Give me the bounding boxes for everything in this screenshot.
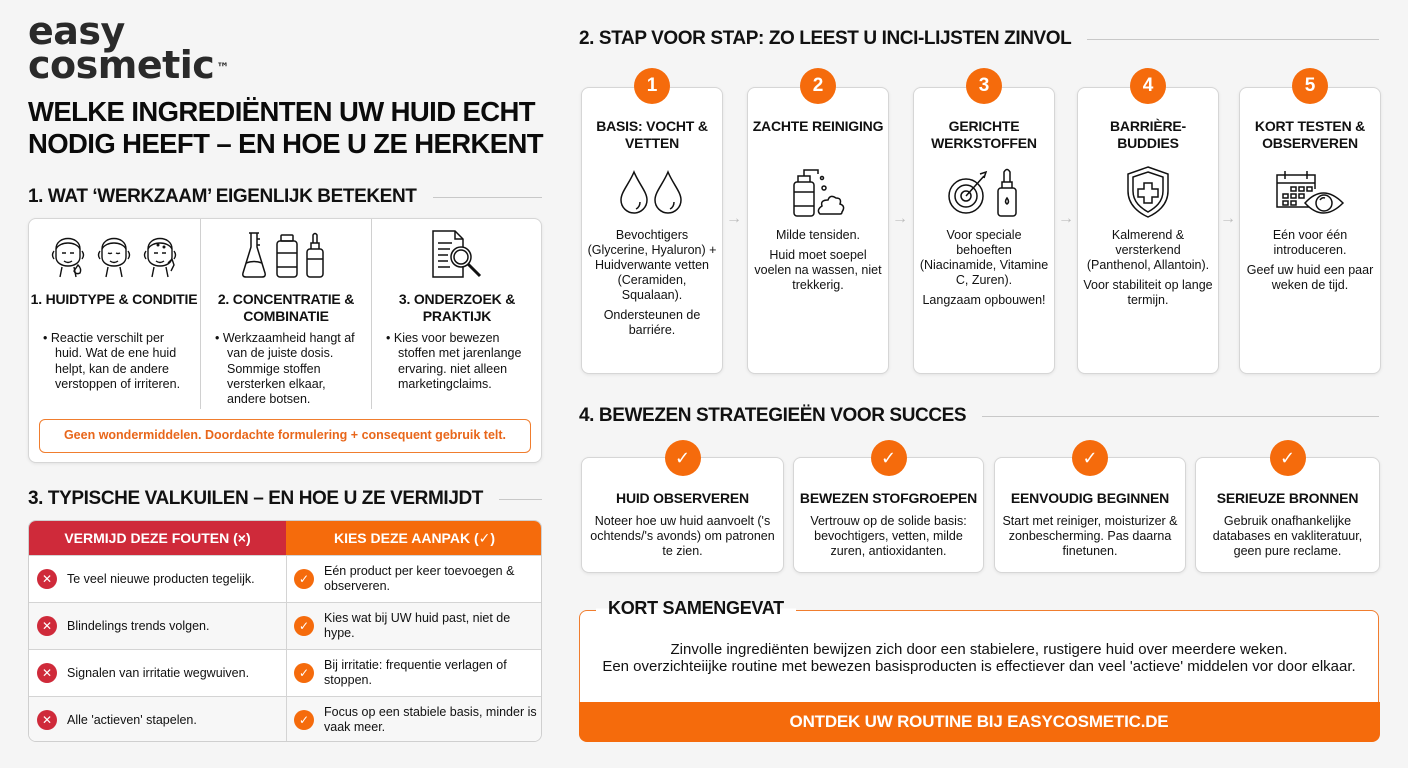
step-text: Voor stabiliteit op lange termijn. (1083, 278, 1213, 307)
x-circle-icon: ✕ (37, 616, 57, 636)
step-number-badge: 3 (966, 68, 1002, 104)
target-serum-icon (914, 164, 1054, 220)
document-search-icon (372, 229, 542, 281)
table-row (29, 649, 542, 696)
step-text: Huid moet soepel voelen na wassen, niet trekkerig. (754, 248, 882, 292)
divider (982, 416, 1379, 417)
choose-text: Bij irritatie: frequentie verlagen of stoppen. (324, 658, 507, 687)
x-circle-icon: ✕ (37, 710, 57, 730)
summary-line-1: Zinvolle ingrediënten bewijzen zich door een stabielere, rustigere huid over meerdere weken. (670, 641, 1288, 658)
x-circle-icon: ✕ (37, 663, 57, 683)
check-badge-icon: ✓ (1270, 440, 1306, 476)
brand-logo (28, 9, 229, 87)
step-card-4 (1077, 75, 1219, 374)
step-heading: GERICHTE WERKSTOFFEN (931, 118, 1037, 151)
section-3-title-text: 3. TYPISCHE VALKUILEN – EN HOE U ZE VERMIJDT (28, 488, 484, 509)
check-circle-icon: ✓ (294, 663, 314, 683)
divider (499, 499, 542, 500)
table-row (29, 555, 542, 602)
step-card-5 (1239, 75, 1381, 374)
page-title: WELKE INGREDIËNTEN UW HUID ECHT NODIG HEEFT – EN HOE U ZE HERKENT (28, 96, 543, 159)
avoid-text: Te veel nieuwe producten tegelijk. (67, 571, 255, 586)
step-number-badge: 5 (1292, 68, 1328, 104)
step-text: Milde tensiden. (775, 228, 861, 242)
section-4-title-text: 4. BEWEZEN STRATEGIEËN VOOR SUCCES (579, 405, 967, 426)
shield-cross-icon (1078, 164, 1218, 220)
s1-column-2 (201, 219, 371, 409)
flask-bottles-icon (201, 229, 371, 281)
table-row (29, 602, 542, 649)
strategy-heading: BEWEZEN STOFGROEPEN (799, 490, 978, 506)
pump-bottle-foam-icon (748, 164, 888, 220)
step-number-badge: 4 (1130, 68, 1166, 104)
trademark: ™ (216, 61, 229, 76)
key-takeaway-note: Geen wondermiddelen. Doordachte formulering + consequent gebruik telt. (39, 419, 531, 453)
pitfalls-table (28, 520, 542, 742)
arrow-right-icon: → (726, 210, 742, 227)
check-badge-icon: ✓ (871, 440, 907, 476)
strategy-card-4 (1195, 448, 1380, 573)
arrow-right-icon: → (1220, 210, 1236, 227)
summary-body (590, 641, 1368, 675)
check-badge-icon: ✓ (665, 440, 701, 476)
divider (433, 197, 543, 198)
divider (1087, 39, 1379, 40)
s1-heading-2: 2. CONCENTRATIE & COMBINATIE (217, 291, 355, 324)
avoid-text: Blindelings trends volgen. (67, 618, 210, 633)
table-row (29, 696, 542, 742)
check-badge-icon: ✓ (1072, 440, 1108, 476)
step-text: Eén voor één introduceren. (1272, 228, 1348, 257)
step-card-1 (581, 75, 723, 374)
section-3-title (28, 488, 542, 510)
choose-text: Focus op een stabiele basis, minder is vaak meer. (324, 705, 537, 734)
section-2-title-text: 2. STAP VOOR STAP: ZO LEEST U INCI-LIJSTEN ZINVOL (579, 28, 1072, 49)
strategy-card-3 (994, 448, 1186, 573)
step-text: Bevochtigers (Glycerine, Hyaluron) + Huidverwante vetten (Ceramiden, Squalaan). (587, 228, 717, 302)
brand-line-2: cosmetic (28, 43, 215, 87)
step-number-badge: 1 (634, 68, 670, 104)
strategy-heading: HUID OBSERVEREN (616, 490, 749, 506)
choose-text: Eén product per keer toevoegen & observeren. (324, 564, 515, 593)
s1-bullet-1: • Reactie verschilt per huid. Wat de ene huid helpt, kan de andere verstoppen of irriteren. (43, 331, 181, 391)
avoid-text: Alle 'actieven' stapelen. (67, 712, 197, 727)
s1-bullet-3: • Kies voor bewezen stoffen met jarenlange ervaring. niet alleen marketingclaims. (386, 331, 522, 391)
step-heading: BARRIÈRE-BUDDIES (1110, 118, 1186, 151)
step-text: Geef uw huid een paar weken de tijd. (1246, 263, 1374, 292)
step-heading: ZACHTE REINIGING (752, 118, 884, 134)
strategy-text: Start met reiniger, moisturizer & zonbescherming. Pas daarna finetunen. (1002, 514, 1178, 558)
strategy-heading: EENVOUDIG BEGINNEN (1010, 490, 1170, 506)
step-text: Voor speciale behoeften (Niacinamide, Vitamine C, Zuren). (919, 228, 1049, 287)
s1-heading-1: 1. HUIDTYPE & CONDITIE (30, 291, 198, 307)
s1-column-3 (372, 219, 542, 409)
check-circle-icon: ✓ (294, 710, 314, 730)
strategy-heading: SERIEUZE BRONNEN (1216, 490, 1359, 506)
choose-text: Kies wat bij UW huid past, niet de hype. (324, 611, 511, 640)
strategy-text: Noteer hoe uw huid aanvoelt ('s ochtends/'s avonds) om patronen te zien. (590, 514, 775, 558)
x-circle-icon: ✕ (37, 569, 57, 589)
section-1-card (28, 218, 542, 463)
step-text: Kalmerend & versterkend (Panthenol, Allantoin). (1086, 228, 1210, 272)
cta-banner-link[interactable]: ONTDEK UW ROUTINE BIJ EASYCOSMETIC.DE (579, 702, 1380, 742)
check-circle-icon: ✓ (294, 569, 314, 589)
strategy-card-1 (581, 448, 784, 573)
section-1-title-text: 1. WAT ‘WERKZAAM’ EIGENLIJK BETEKENT (28, 186, 417, 207)
step-text: Ondersteunen de barriére. (603, 308, 701, 337)
header-avoid: VERMIJD DEZE FOUTEN (×) (29, 521, 286, 555)
strategy-card-2 (793, 448, 984, 573)
arrow-right-icon: → (1058, 210, 1074, 227)
step-heading: BASIS: VOCHT & VETTEN (596, 118, 708, 151)
s1-column-1 (29, 219, 199, 409)
step-number-badge: 2 (800, 68, 836, 104)
section-4-title (579, 405, 1379, 427)
s1-bullet-2: • Werkzaamheid hangt af van de juiste dosis. Sommige stoffen versterken elkaar, andere botsen. (215, 331, 355, 407)
section-1-title (28, 186, 542, 208)
summary-label: KORT SAMENGEVAT (596, 598, 796, 619)
section-2-title (579, 28, 1379, 50)
summary-line-2: Een overzichteiijke routine met bewezen basisproducten is effectiever dan veel 'actieve' middelen vor door elkaar. (602, 658, 1356, 675)
check-circle-icon: ✓ (294, 616, 314, 636)
strategy-text: Vertrouw op de solide basis: bevochtigers, vetten, milde zuren, antioxidanten. (810, 514, 967, 558)
droplets-icon (582, 164, 722, 220)
strategy-text: Gebruik onafhankelijke databases en vakliteratuur, geen pure reclame. (1212, 514, 1363, 558)
summary-box (579, 598, 1379, 741)
brand-line-1: easy (28, 9, 125, 53)
s1-heading-3: 3. ONDERZOEK & PRAKTIJK (398, 291, 516, 324)
faces-icon (29, 229, 199, 281)
step-heading: KORT TESTEN & OBSERVEREN (1254, 118, 1366, 151)
step-text: Langzaam opbouwen! (922, 293, 1046, 307)
avoid-text: Signalen van irritatie wegwuiven. (67, 665, 250, 680)
arrow-right-icon: → (892, 210, 908, 227)
step-card-2 (747, 75, 889, 374)
step-card-3 (913, 75, 1055, 374)
calendar-eye-icon (1240, 164, 1380, 220)
header-choose: KIES DEZE AANPAK (✓) (286, 521, 542, 555)
